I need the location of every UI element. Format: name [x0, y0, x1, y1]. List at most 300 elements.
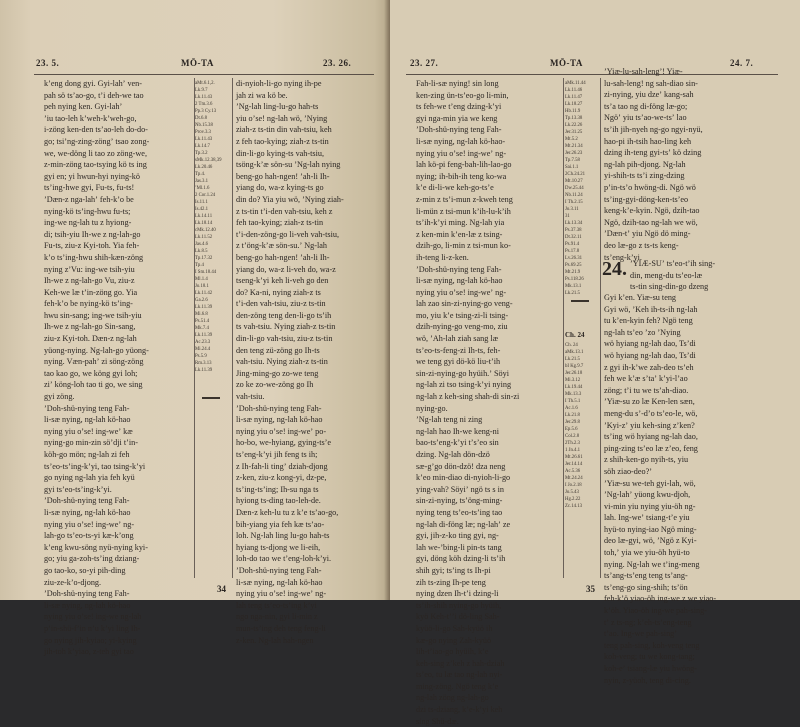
text-line: i-zöng ken-den tsʼao-leh do-do-	[44, 125, 148, 135]
text-line: tsʼing-gyi-döng-ken-tsʼeo	[604, 194, 689, 204]
cross-reference: Is.42.1	[195, 207, 209, 212]
left-column-2	[236, 78, 380, 645]
cross-reference: Jer.14.14	[565, 462, 583, 467]
cross-reference: cMk.12.40	[195, 228, 216, 233]
cross-reference: Mt.21.34	[565, 144, 583, 149]
cross-reference: Tp.3.2	[195, 151, 208, 156]
cross-reference: Lk.14.7	[195, 144, 210, 149]
text-line: ʼDoh-shü-nying teng Fah-	[236, 403, 322, 413]
text-line: go; tsiʼng-zing-zöngʼ tsao zong-	[44, 136, 150, 146]
text-line: ziʼ köng-loh tao ti go, we sing	[44, 380, 143, 390]
text-line: li-sæ nying, ng-lah kö-hao	[44, 415, 131, 425]
text-line: li-sæ nying, ng-lah kö-hao	[416, 276, 503, 286]
cross-reference: Lk.19.44	[565, 385, 583, 390]
text-line: tsöng-kʼæ sön-su ʼNg-lah nying	[236, 160, 341, 170]
text-line: tsʼeng-kʼyi.	[604, 252, 642, 262]
cross-reference: Ac.1.6	[565, 406, 578, 411]
text-line: nying. Ng-lah we tʼing-meng	[604, 559, 700, 569]
cross-reference: I Th.2.15	[565, 200, 583, 205]
cross-reference: Lk.18.14	[195, 221, 213, 226]
cross-reference: Jas.3.1	[195, 179, 209, 184]
cross-reference: Dw.25.44	[565, 186, 584, 191]
cross-reference: Lk.22.26	[565, 123, 583, 128]
cross-reference: Ga.2.6	[195, 298, 208, 303]
text-line: din-li-go vah-tsiu, ziu-z ts-tin	[236, 334, 333, 344]
text-line: ing-we ng-lah tu z hyiong-	[44, 218, 132, 228]
right-column-2-top	[604, 66, 790, 262]
text-line: lah teng tsʼeo-tsʼing kʼyi	[236, 600, 317, 610]
text-line: dzing. Ng-lah dön-dzö	[416, 450, 490, 459]
text-line: pʼin-tsʼo hwöng-di. Ngö wö	[604, 182, 696, 192]
text-line: yüong-nying. Ng-lah-go yüong-	[44, 345, 149, 355]
cross-reference: Dt.6.8	[195, 116, 207, 121]
cross-reference: Mt.10.27	[565, 179, 583, 184]
cross-reference: Lk.11.43	[195, 137, 213, 142]
text-line: tʼi-den-zöng-go li-veh vah-tsiu,	[236, 229, 339, 239]
cross-reference: Jer.29.8	[565, 420, 580, 425]
text-line: tsʼih-kʼyi ming. Ng-lah yia	[416, 218, 505, 228]
text-line: hyü-to nying-iao Ngö ming-	[604, 524, 697, 534]
text-line: go nying jih-kyiao; yi-kying	[44, 635, 137, 645]
text-line: tʼ z ts-ng; kʼeh-tsʼeng-teng	[604, 617, 692, 627]
left-header-ref-start: 23. 5.	[36, 58, 60, 68]
cross-reference: Ps.51.4	[195, 319, 210, 324]
cross-reference: Ml.1.4	[195, 277, 208, 282]
text-line: z-min z tsʼi-mun z-kweh teng	[416, 194, 513, 204]
cross-reference: Lk.14.11	[195, 214, 213, 219]
cross-reference: Mk.7.4	[195, 326, 209, 331]
text-line: nying yiu oʼse! ing-weʼ ng-	[416, 148, 507, 158]
text-line: loh-do tao we tʼeng-loh-kʼyi.	[236, 554, 332, 564]
text-line: deo læ-gyi, wö, ʼNgö z Kyi-	[604, 536, 697, 546]
cross-reference: Lk.11.52	[195, 235, 213, 240]
text-line: tsʼeo-ts-feng-zi Ih-ts, feh-	[416, 345, 501, 355]
text-line: lu-sah-leng! ng sah-diao sin-	[604, 78, 698, 88]
cross-reference: Ac.23.3	[195, 340, 211, 345]
text-line: gyi en; yi hwun-hyi nying-kö	[44, 171, 140, 181]
text-line: z ken-min kʼen-læ z tsing-	[416, 229, 503, 239]
text-line: ts-tin sing-din-go dzeng	[630, 282, 709, 292]
text-line: den-zöng teng den-li-go tsʼih	[236, 310, 332, 320]
text-line: lah. Ing-weʼ tsiang-tʼe yiu	[604, 513, 690, 523]
text-line: ʼNg-lah ling-lu-go hah-ts	[236, 102, 319, 112]
text-line: go nying ng-lah yia feh kyü	[44, 473, 135, 483]
cross-reference: Mi.24.4	[195, 347, 211, 352]
cross-reference: Lk.11.42	[195, 291, 213, 296]
text-line: nying yiu oʼse! ing-weʼ ng-	[236, 589, 327, 599]
text-line: zöng; tʼi tu we tsʼah-diao.	[604, 385, 689, 395]
cross-reference: Ps.91.4	[565, 242, 580, 247]
text-line: dzih-nying-go veng-mo, ziu	[416, 322, 508, 332]
cross-reference: ʼMl.1.6	[195, 186, 210, 191]
cross-reference: Lk.11.39	[195, 333, 213, 338]
cross-reference: Jer.31.25	[565, 130, 583, 135]
text-line: vi-min yiu nying yiu-öh ng-	[604, 501, 696, 511]
text-line: ng-lah di-föng læ; ng-lahʼ ze	[416, 519, 511, 529]
text-line: vah-tsiu. Nying ziah-z ts-tin	[236, 357, 328, 367]
right-column-2-chapter-start	[630, 258, 790, 294]
text-line: hyiong ts-ding tao-leh-de.	[236, 496, 321, 506]
text-line: li-sæ nying, ng-lah kö-hao	[236, 415, 323, 425]
text-line: keh-sing zʼkeh z hah-dziah	[416, 658, 505, 668]
text-line: Dæn-z keh-lu tu z kʼe tsʼao-go,	[236, 507, 339, 517]
right-page-number: 35	[586, 584, 595, 594]
text-line: gyi, jih-z-ko ting gyi, ng-	[416, 531, 499, 541]
cross-reference: Lk.8.5	[195, 249, 208, 254]
text-line: mun-tsʼing deh teng feng-li	[236, 623, 326, 633]
text-line: kyüö-li-go Sah-kyüö ih	[416, 623, 493, 633]
text-line: z gyi ih-kʼwe zah-deo tsʼeh	[604, 362, 694, 372]
text-line: tao kao go, we köng gyi loh;	[44, 368, 138, 378]
text-line: tsʼih jih-nyeh ng-go ngyi-nyü,	[604, 124, 703, 134]
text-line: kʼeng dong gyi. Gyi-lahʼ ven-	[44, 79, 142, 88]
text-line: zi-nying, yiu dzeʼ kang-sah	[604, 90, 694, 100]
text-line: z tʼöng-kʼæ sön-su.ʼ Ng-lah	[236, 241, 327, 251]
text-line: wö hyiang ng-lah dao, Tsʼdi	[604, 339, 696, 349]
cross-reference: Lk.11.39	[195, 305, 213, 310]
text-line: nying; ih-bih-ih teng ko-wa	[416, 171, 507, 181]
left-header-title: MŌ-TA	[181, 58, 214, 68]
text-line: gyi, döng köh dzing-li tsʼih	[416, 554, 506, 564]
text-line: nyin, z-yüoh, teng di-cing.	[604, 675, 691, 685]
cross-reference: Tp.17.32	[195, 256, 213, 261]
text-line: loh. Ng-lah ling lu-go hah-ts	[236, 531, 330, 541]
text-line: ʼDoh-shü-nying teng Fah-	[416, 264, 502, 274]
text-line: z-min-zöng tao-tsying kö ts ing	[44, 160, 147, 170]
text-line: meng-du sʼ-dʼo tsʼeo-le, wö,	[604, 408, 698, 418]
text-line: z-ken. Ng-lah hah-ngen	[236, 635, 314, 645]
text-line: din, meng-du tsʼeo-læ	[630, 270, 703, 280]
text-line: ʼDæn-z nga-lahʼ feh-kʼo be	[44, 194, 134, 204]
cross-reference: Lk.13.34	[565, 221, 583, 226]
text-line: li-sæ nying, ng-lah kö-hao	[236, 577, 323, 587]
text-line: nying yiu oʼse! ing-weʼ kæ	[44, 426, 133, 436]
cross-reference: Lk.21.5	[565, 357, 580, 362]
text-line: Gyi kʼen. Yiæ-su teng	[604, 293, 677, 302]
text-line: ʼiu tao-leh kʼweh-kʼweh-go,	[44, 113, 137, 123]
text-line: nying dzen Ih-tʼi dzing-li	[416, 589, 499, 599]
text-line: shih gyi; tsʼing ts Ih-pi	[416, 565, 491, 575]
left-header-ref-end: 23. 26.	[323, 58, 352, 68]
text-line: tsʼing-tsʼing; Ih-su nga ts	[236, 484, 319, 494]
text-line: di-nyioh-li-go nying ih-pe	[236, 79, 322, 88]
text-line: tsʼeng-kʼyi jih feng ts ih;	[236, 450, 318, 459]
text-line: li-sæ nying, ng-lah kö-hao	[44, 600, 131, 610]
text-line: teng pah-sing, koh-veng teng	[604, 640, 700, 650]
text-line: tsʼing-hwe gyi, Fu-ts, fu-ts!	[44, 183, 135, 193]
text-line: ʼNg-lah teng ni zing	[416, 415, 483, 425]
cross-reference: I Sm.18.44	[195, 270, 217, 275]
cross-reference: Lk.11.39	[195, 368, 213, 373]
text-line: Ngö, dzih-tao ng-lah we wö,	[604, 217, 698, 227]
text-line: nying yiu oʼse! ing-weʼ ng-	[44, 519, 135, 529]
text-line: ʼKyi-zʼ yiu keh-sing zʼken?	[604, 420, 695, 430]
text-line: ng-lah zöng ng-lah-go	[416, 693, 489, 703]
text-line: hao-pi ih-tsih hao-ling keh	[604, 136, 692, 146]
text-line: tsʼeo-tsʼing-kʼyi, tao tsing-kʼyi	[44, 461, 146, 471]
left-header-rule	[34, 74, 374, 75]
text-line: ʼDoh-shü-nying teng Fah-	[44, 589, 130, 599]
text-line: nying-go min-zin söʼdji tʼin-	[44, 438, 138, 448]
text-line: ʼDoh-shü-nying teng Fah-	[416, 125, 502, 135]
left-column-divider-b	[232, 78, 233, 578]
cross-reference: Hg.2.22	[565, 497, 581, 502]
cross-reference: 2Ch.24.21	[565, 172, 585, 177]
text-line: ziu-z Kyi-toh. Dæn-z ng-lah	[44, 334, 137, 344]
text-line: sæ-gʼgo dön-dzö! dza neng	[416, 461, 506, 471]
text-line: ming-zöng. Ngö teng kʼe	[416, 681, 499, 691]
text-line: tsʼeo, tu læ tao ng-lah nyi-	[416, 670, 503, 680]
right-column-1	[416, 78, 562, 726]
cross-reference: Dt.32.11	[565, 235, 582, 240]
text-line: beng-go hah-ngen! ʼah-li Ih-	[236, 171, 330, 181]
text-line: ng-lah pih-djong. Ng-lah	[604, 159, 686, 169]
text-line: mo, yiu kʼe tsing-zi-li tsing-	[416, 310, 509, 320]
text-line: tsʼa tao ng di-föng læ-go;	[604, 101, 688, 111]
text-line: lih-tʼiao-go hyüih, kʼe	[416, 647, 489, 657]
text-line: tsʼeng-go sing-shih; tsʼön	[604, 582, 688, 592]
text-line: din-li-go kying-ts vah-tsiu,	[236, 148, 325, 158]
text-line: gyi nga-min yia we keng	[416, 113, 498, 123]
right-column-2-bottom	[604, 292, 790, 685]
text-line: Ih-we z ng-lah-go Sin-sang,	[44, 322, 136, 332]
left-page	[0, 0, 390, 657]
text-line: hyiang ts-djong we li-eih,	[236, 542, 321, 552]
text-line: Jing-ming-go zo-we teng	[236, 368, 319, 378]
text-line: pah sö tsʼao-go, tʼi deh-we tao	[44, 90, 144, 100]
text-line: ng-lah zi tso tsing-kʼyi nying	[416, 380, 512, 390]
text-line: ziah-z ts-tin din vah-tsiu, keh	[236, 125, 332, 135]
text-line: dzih-go, li-min z tsi-mun ko-	[416, 241, 511, 251]
text-line: jih-toh kʼyiao, z-teh gyi tao	[44, 647, 134, 657]
text-line: Ngöʼ yiu tsʼao-we-tsʼ lao	[604, 113, 687, 123]
right-column-divider-b	[600, 78, 601, 578]
text-line: li-sæ nying, ng-lah kö-hao	[44, 507, 131, 517]
cross-reference: Lk.21.5	[565, 291, 580, 296]
text-line: Gyi wö, ʼKeh ih-ts-ih ng-lah	[604, 304, 698, 314]
text-line: zih ts-zing Ih-pe teng	[416, 577, 486, 587]
text-line: wö hyiang ng-lah dao, Tsʼdi	[604, 350, 696, 360]
text-line: nying teng tsʼeo-tsʼing tao	[416, 507, 503, 517]
cross-reference: Is.11.1	[195, 200, 208, 205]
text-line: ʼDæn-tʼ yiu Ngö dö ming-	[604, 229, 691, 239]
cross-reference: Jer.26.18	[565, 371, 583, 376]
cross-reference: Pp.3 Cy.13	[195, 109, 217, 114]
text-line: z Ih-fah-li tingʼ dziah-djong	[236, 461, 328, 471]
cross-reference: 2 Tm.3.6	[195, 102, 213, 107]
text-line: din do? Yia yiu wö, ʼNying ziah-	[236, 194, 344, 204]
text-line: wö, ʼAh-lah ziah sang læ	[416, 334, 499, 344]
text-line: ying-vah? Söyiʼ ngö ts s in	[416, 484, 505, 494]
text-line: lah zao sin-zi-nying-go veng-	[416, 299, 513, 309]
text-line: ping-zing tsʼeo læ zʼeo, feng	[604, 443, 698, 453]
text-line: nying yiu oʼse! ing-we ng-lah	[44, 612, 142, 622]
text-line: koh-eʼ tsiang-læ yiu hwöng-	[604, 664, 698, 673]
cross-reference: Ps.118.26	[565, 277, 584, 282]
text-line: kʼo tsʼing-hwu shih-kæn-zöng	[44, 252, 144, 262]
text-line: lah kö-pi feng-bah-lih-lao-go	[416, 160, 512, 170]
text-line: bao-tsʼeng-kʼyi tʼsʼeo sin	[416, 438, 499, 448]
text-line: z shih-ken-go nyih-ts, yiu	[604, 455, 689, 465]
text-line: gyi zöng.	[44, 392, 75, 402]
text-line: ih-teng li-z-ken.	[416, 252, 469, 262]
text-line: ʼYIÆ-SUʼ tsʼeo-tʼih sing-	[630, 259, 716, 268]
text-line: köh-go mön; ng-lah zi feh	[44, 450, 130, 459]
text-line: gyi tsʼeo-tsʼing-kʼyi.	[44, 484, 112, 494]
text-line: ʼDoh-shü-nying teng Fah-	[44, 496, 130, 506]
cross-reference: aMk.13.1	[565, 350, 584, 355]
cross-reference: Jer.26.23	[565, 151, 583, 156]
text-line: nying-kö tsʼing-hwu fu-ts;	[44, 206, 131, 216]
text-line: zo ke zo-we-zöng go Ih	[236, 380, 314, 390]
cross-reference: Tp.7.58	[565, 158, 580, 163]
cross-reference: Tp.4	[195, 263, 204, 268]
text-line: ʼYiæ-su zo læ Ken-len sæn,	[604, 397, 695, 407]
text-line: do? Ka-ni, nying ziah-z ts	[236, 287, 321, 297]
right-header-ref-start: 23. 27.	[410, 58, 439, 68]
cross-reference: aMt.6.1,2.	[195, 81, 215, 86]
text-line: Fu-ts, ziu-z Kyi-toh. Yia feh-	[44, 241, 140, 251]
text-line: deo læ-go z ts-ts keng-	[604, 240, 679, 250]
text-line: we, we-döng li tao zo zöng-we,	[44, 148, 147, 158]
cross-reference: Jas.4.6	[195, 242, 209, 247]
text-line: peh nying ken. Gyi-lahʼ	[44, 102, 123, 112]
right-column-divider-a	[563, 78, 564, 578]
text-line: tseng-kʼyi keh li-veh go den	[236, 276, 329, 286]
text-line: nying-go.	[416, 403, 448, 413]
text-line: kʼe di-li-we keh-go-tsʼe	[416, 183, 494, 193]
cross-reference: Tp.4.	[195, 172, 206, 177]
text-line: ho-bo, we-hyiang, gying-tsʼe	[236, 438, 332, 448]
cross-reference: bI Kg.9.7	[565, 364, 584, 369]
text-line: z feh tao-kying; ziah-z ts-tin	[236, 136, 329, 146]
text-line: dzing ih-teng gyi-tsʼ kö dzing	[604, 148, 702, 158]
cross-reference: I Jo.2.18	[565, 483, 582, 488]
text-line: beng-go hah-ngen! ʼah-li Ih-	[236, 252, 330, 262]
text-line: ts feh-we tʼeng dzing-kʼyi	[416, 102, 502, 112]
text-line: pʼin-shü-fʼin nʼu kʼyi ling Ih-	[44, 623, 141, 633]
text-line: sing Shü-dæ.	[416, 716, 459, 726]
text-line: dzi ts-dziang, kʼe-kʼyi keh	[416, 705, 503, 715]
text-line: keng-kʼe-kyin. Ngö, dzih-tao	[604, 206, 700, 216]
cross-reference: Ps.17.8	[565, 249, 580, 254]
text-line: söh ziao-deo?ʼ	[604, 466, 652, 476]
cross-reference: Ps.69.25	[565, 263, 582, 268]
cross-reference: Rm.3.13	[195, 361, 212, 366]
text-line: go tao-ko, so-yi pih-ding	[44, 565, 126, 575]
cross-reference: 1 Jn.4.1	[565, 448, 581, 453]
cross-reference: sMk.12.38,39	[195, 158, 222, 163]
cross-reference: Jo.18.1	[195, 284, 209, 289]
text-line: tsʼing wö hyiang ng-lah dao,	[604, 432, 698, 442]
cross-reference: Lk.11.47	[565, 95, 583, 100]
cross-reference: Lk.9.7	[195, 88, 208, 93]
left-column-1	[44, 78, 194, 657]
text-line: ng-lah hao Ih-we keng-ni	[416, 426, 499, 436]
text-line: den teng zü-zöng go Ih-ts	[236, 345, 320, 355]
text-line: yi-shih-ts tsʼi zing-dzing	[604, 171, 685, 181]
cross-reference: Mt.5.2	[565, 137, 578, 142]
left-cross-references	[195, 80, 231, 580]
text-line: koh-veng; tu we kong-tang;	[604, 652, 695, 662]
cross-reference: 2Th.2.3	[565, 441, 580, 446]
cross-reference: Ch. 24	[565, 343, 578, 348]
text-line: tʼao. Ing-we pah-singʼ	[604, 629, 677, 639]
text-line: nying yiu oʼse! ing-weʼ ng-	[416, 287, 507, 297]
left-column-divider-a	[194, 78, 195, 578]
right-header-title: MŌ-TA	[550, 58, 583, 68]
cross-reference: Mk.13.3	[565, 392, 582, 397]
text-line: feh-kʼo be nying-kö tsʼing-	[44, 299, 133, 309]
text-line: feh we kʼæ sʼtaʼ kʼyi-lʼao	[604, 374, 688, 384]
cross-reference: Mt.26.61	[565, 455, 583, 460]
cross-reference: Mt.24.24	[565, 476, 583, 481]
cross-reference: Lk.18.27	[565, 102, 583, 107]
cross-reference: Jo.5.43	[565, 490, 579, 495]
text-line: sin-zi-nying, tsʼöng-ming-	[416, 496, 503, 506]
text-line: kæ-go nying Zah-kyüö	[416, 635, 492, 645]
text-line: ng-lah z keh-sing shah-di sin-zi	[416, 392, 520, 402]
text-line: yiang do, wa-z li-veh do, wa-z	[236, 264, 336, 274]
cross-reference: Tp.13.38	[565, 116, 583, 121]
text-line: yiu oʼse! ng-lah wö, ʼNying	[236, 113, 328, 123]
left-page-number: 34	[217, 584, 226, 594]
text-line: tsʼih-shih nying-go hyüih,	[416, 600, 502, 610]
text-line: Ih-we z ng-lah-go Vu, ziu-z	[44, 276, 135, 286]
cross-reference: Ac.5.36	[565, 469, 581, 474]
cross-reference: Prov.3.3	[195, 130, 211, 135]
text-line: vah-tsiu.	[236, 392, 265, 402]
cross-reference: Ps.37.38	[565, 228, 582, 233]
text-line: nying. Væn-pahʼ zi söng-zöng	[44, 357, 144, 367]
cross-reference: Mi.3.12	[565, 378, 581, 383]
text-line: ziu-ze-kʼo-djong.	[44, 577, 102, 587]
cross-reference: Mk.13.1	[565, 284, 582, 289]
right-cross-references-1	[565, 80, 599, 320]
text-line: feh-kʼö yiao-öh ing-we z we yiao-	[604, 594, 717, 604]
text-line: kʼeo min-diao di-nyioh-li-go	[416, 473, 511, 483]
text-line: feh tao-kying; ziah-z ts-tin	[236, 218, 324, 228]
text-line: tʼi-den vah-tsiu, ziu-z ts-tin	[236, 299, 326, 309]
cross-reference: 2 Cor.1.24	[195, 193, 216, 198]
text-line: tu kʼen-kyin feh? Ngö teng	[604, 316, 693, 326]
text-line: nying zʼVu: ing-we tsih-yiu	[44, 264, 135, 274]
text-line: kʼeng kwu-söng nyü-nying kyi-	[44, 542, 148, 552]
cross-reference: Mt.21.9	[565, 270, 581, 275]
right-header-ref-end: 24. 7.	[730, 58, 754, 68]
text-line: ts vah-tsiu. Nying ziah-z ts-tin	[236, 322, 336, 332]
text-line: bih-yiang yia feh kæ tsʼao-	[236, 519, 325, 529]
text-line: ken-zing ün-tsʼeo-go li-min,	[416, 90, 509, 100]
cross-reference: Nb.11.24	[565, 193, 583, 198]
text-line: ʼDoh-shü-nying teng Fah-	[44, 403, 130, 413]
left-margin-dash	[202, 397, 220, 399]
text-line: Fah-li-sæ nying! sin long	[416, 79, 499, 88]
cross-reference: I Th.5.1	[565, 399, 581, 404]
cross-reference: 31	[565, 214, 570, 219]
cross-reference: Sai.1.1	[565, 165, 579, 170]
text-line: toh,ʼ yia we yiu-öh hyü-to	[604, 548, 690, 558]
chapter-marker: Ch. 24	[565, 331, 585, 339]
text-line: kyö Keh-tʼʼi dö-ling Sah-	[416, 612, 500, 622]
right-page	[390, 0, 800, 726]
cross-reference: Jo.3.11	[565, 207, 579, 212]
text-line: nying yiu oʼse! ing-weʼ po-	[236, 426, 327, 436]
text-line: li-mün z tsi-mun kʼih-lu-kʼih	[416, 206, 511, 216]
text-line: ʼNg-lahʼ yüong kwu-djoh,	[604, 490, 691, 500]
text-line: ʼYiæ-lu-sah-lengʼ! Yiæ-	[604, 67, 683, 76]
right-cross-references-2	[565, 342, 599, 572]
